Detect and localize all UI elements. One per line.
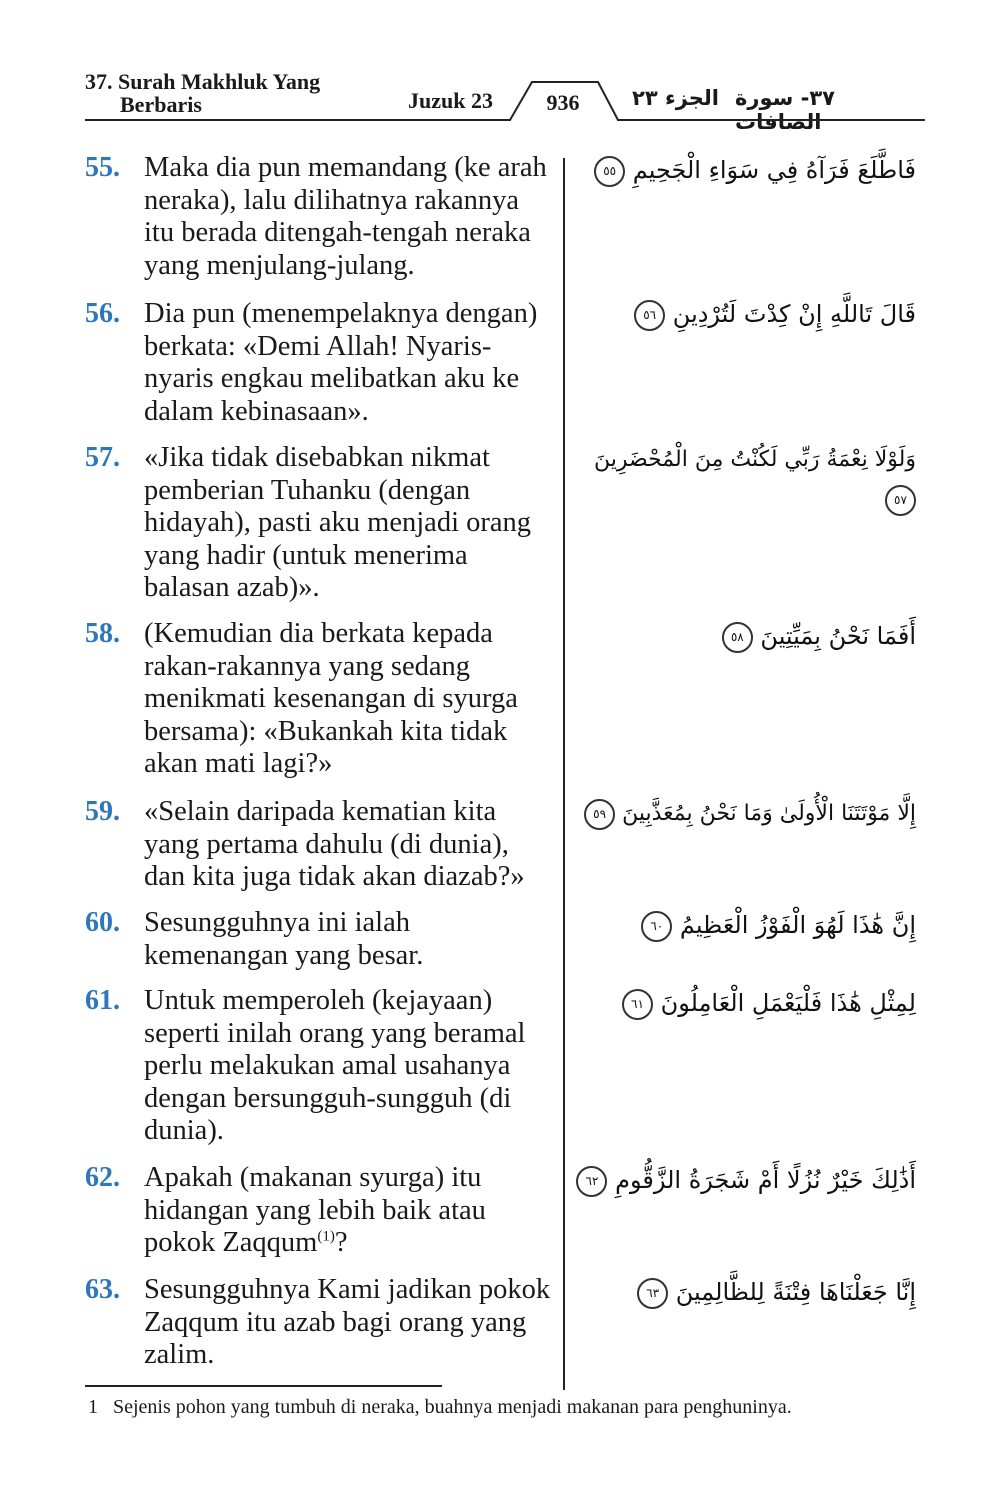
verse-62-arabic — [566, 1160, 916, 1200]
verse-number: 57. — [85, 442, 120, 473]
verse-translation: (Kemudian dia berkata kepada rakan-rakannya yang sedang menikmati kesenangan di syurga bersama): «Bukankah kita tidak akan mati lagi?» — [144, 618, 518, 779]
ayah-end-marker: ٥٥ — [594, 156, 625, 187]
ayah-end-marker: ٥٩ — [584, 799, 615, 830]
ayah-end-marker: ٦٣ — [637, 1278, 668, 1309]
juz-label-arabic: الجزء ٢٣ — [632, 86, 719, 110]
arabic-text: إِنَّا جَعَلْنَاهَا فِتْنَةً لِلظَّالِمِينَ — [675, 1278, 916, 1306]
verse-translation: Sesungguhnya ini ialah kemenangan yang besar. — [144, 907, 424, 971]
arabic-text: أَفَمَا نَحْنُ بِمَيِّتِينَ — [760, 622, 916, 650]
verse-number: 60. — [85, 907, 120, 938]
ayah-end-marker: ٥٨ — [722, 622, 753, 653]
arabic-text: لِمِثْلِ هَٰذَا فَلْيَعْمَلِ الْعَامِلُونَ — [660, 989, 916, 1017]
verse-number: 62. — [85, 1162, 120, 1193]
verse-translation: Maka dia pun memandang (ke arah neraka), lalu dilihatnya rakannya itu berada ditengah-tengah neraka yang menjulang-julang. — [144, 152, 547, 281]
verse-number: 59. — [85, 796, 120, 827]
juz-label-latin: Juzuk 23 — [408, 88, 493, 113]
verse-text-tail: ? — [334, 1227, 348, 1258]
header-rule — [85, 78, 925, 124]
verse-number: 58. — [85, 618, 120, 649]
footnote-rule — [85, 1385, 442, 1387]
verse-number: 56. — [85, 298, 120, 329]
arabic-text: إِنَّ هَٰذَا لَهُوَ الْفَوْزُ الْعَظِيمُ — [679, 911, 916, 939]
verse-text: Apakah (makanan syurga) itu hidangan yang lebih baik atau pokok Zaqqum — [144, 1162, 486, 1258]
surah-title-line2: Berbaris — [120, 92, 202, 117]
footnote — [88, 1394, 958, 1420]
verse-translation: Untuk memperoleh (kejayaan) seperti inilah orang yang beramal perlu melakukan amal usahanya dengan bersungguh-sungguh (di dunia). — [144, 985, 526, 1146]
arabic-text: قَالَ تَاللَّهِ إِنْ كِدْتَ لَتُرْدِينِ — [672, 300, 916, 328]
footnote-text: Sejenis pohon yang tumbuh di neraka, buahnya menjadi makanan para penghuninya. — [113, 1396, 792, 1418]
verse-60-arabic — [566, 905, 916, 945]
verse-translation: Dia pun (menempelaknya dengan) berkata: «Demi Allah! Nyaris-nyaris engkau melibatkan aku ke dalam kebinasaan». — [144, 298, 538, 427]
column-divider — [563, 158, 565, 1390]
surah-title-line1: 37. Surah Makhluk Yang — [85, 69, 321, 94]
verse-number: 61. — [85, 985, 120, 1016]
verse-56-arabic — [566, 294, 916, 334]
verse-translation: Sesungguhnya Kami jadikan pokok Zaqqum itu azab bagi orang yang zalim. — [144, 1274, 551, 1370]
ayah-end-marker: ٥٧ — [885, 485, 916, 516]
verse-translation: «Jika tidak disebabkan nikmat pemberian Tuhanku (dengan hidayah), pasti aku menjadi orang yang hadir (untuk menerima balasan azab)». — [144, 442, 532, 603]
arabic-text: فَاطَّلَعَ فَرَآهُ فِي سَوَاءِ الْجَحِيمِ — [632, 156, 916, 184]
footnote-number: 1 — [88, 1396, 98, 1418]
verse-61-arabic — [566, 983, 916, 1023]
ayah-end-marker: ٥٦ — [634, 300, 665, 331]
arabic-text: أَذَٰلِكَ خَيْرٌ نُزُلًا أَمْ شَجَرَةُ الزَّقُّومِ — [615, 1166, 916, 1194]
ayah-end-marker: ٦٠ — [641, 911, 672, 942]
footnote-reference[interactable]: (1) — [317, 1228, 335, 1245]
verse-57-arabic — [556, 440, 916, 520]
verse-55-arabic — [566, 150, 916, 190]
verse-translation — [144, 1162, 556, 1260]
ayah-end-marker: ٦١ — [622, 989, 653, 1020]
verse-59-arabic — [556, 794, 916, 834]
page-number: 936 — [546, 90, 580, 115]
surah-title-arabic: ٣٧- سورة الصافات — [735, 86, 835, 134]
verse-translation: «Selain daripada kematian kita yang pertama dahulu (di dunia), dan kita juga tidak akan diazab?» — [144, 796, 525, 892]
arabic-text: وَلَوْلَا نِعْمَةُ رَبِّي لَكُنْتُ مِنَ الْمُحْضَرِينَ — [594, 447, 916, 472]
verse-number: 63. — [85, 1274, 120, 1305]
verse-58-arabic — [566, 616, 916, 656]
verse-63-arabic — [566, 1272, 916, 1312]
verse-number: 55. — [85, 152, 120, 183]
arabic-text: إِلَّا مَوْتَتَنَا الْأُولَىٰ وَمَا نَحْنُ بِمُعَذَّبِينَ — [622, 801, 916, 826]
ayah-end-marker: ٦٢ — [576, 1166, 607, 1197]
